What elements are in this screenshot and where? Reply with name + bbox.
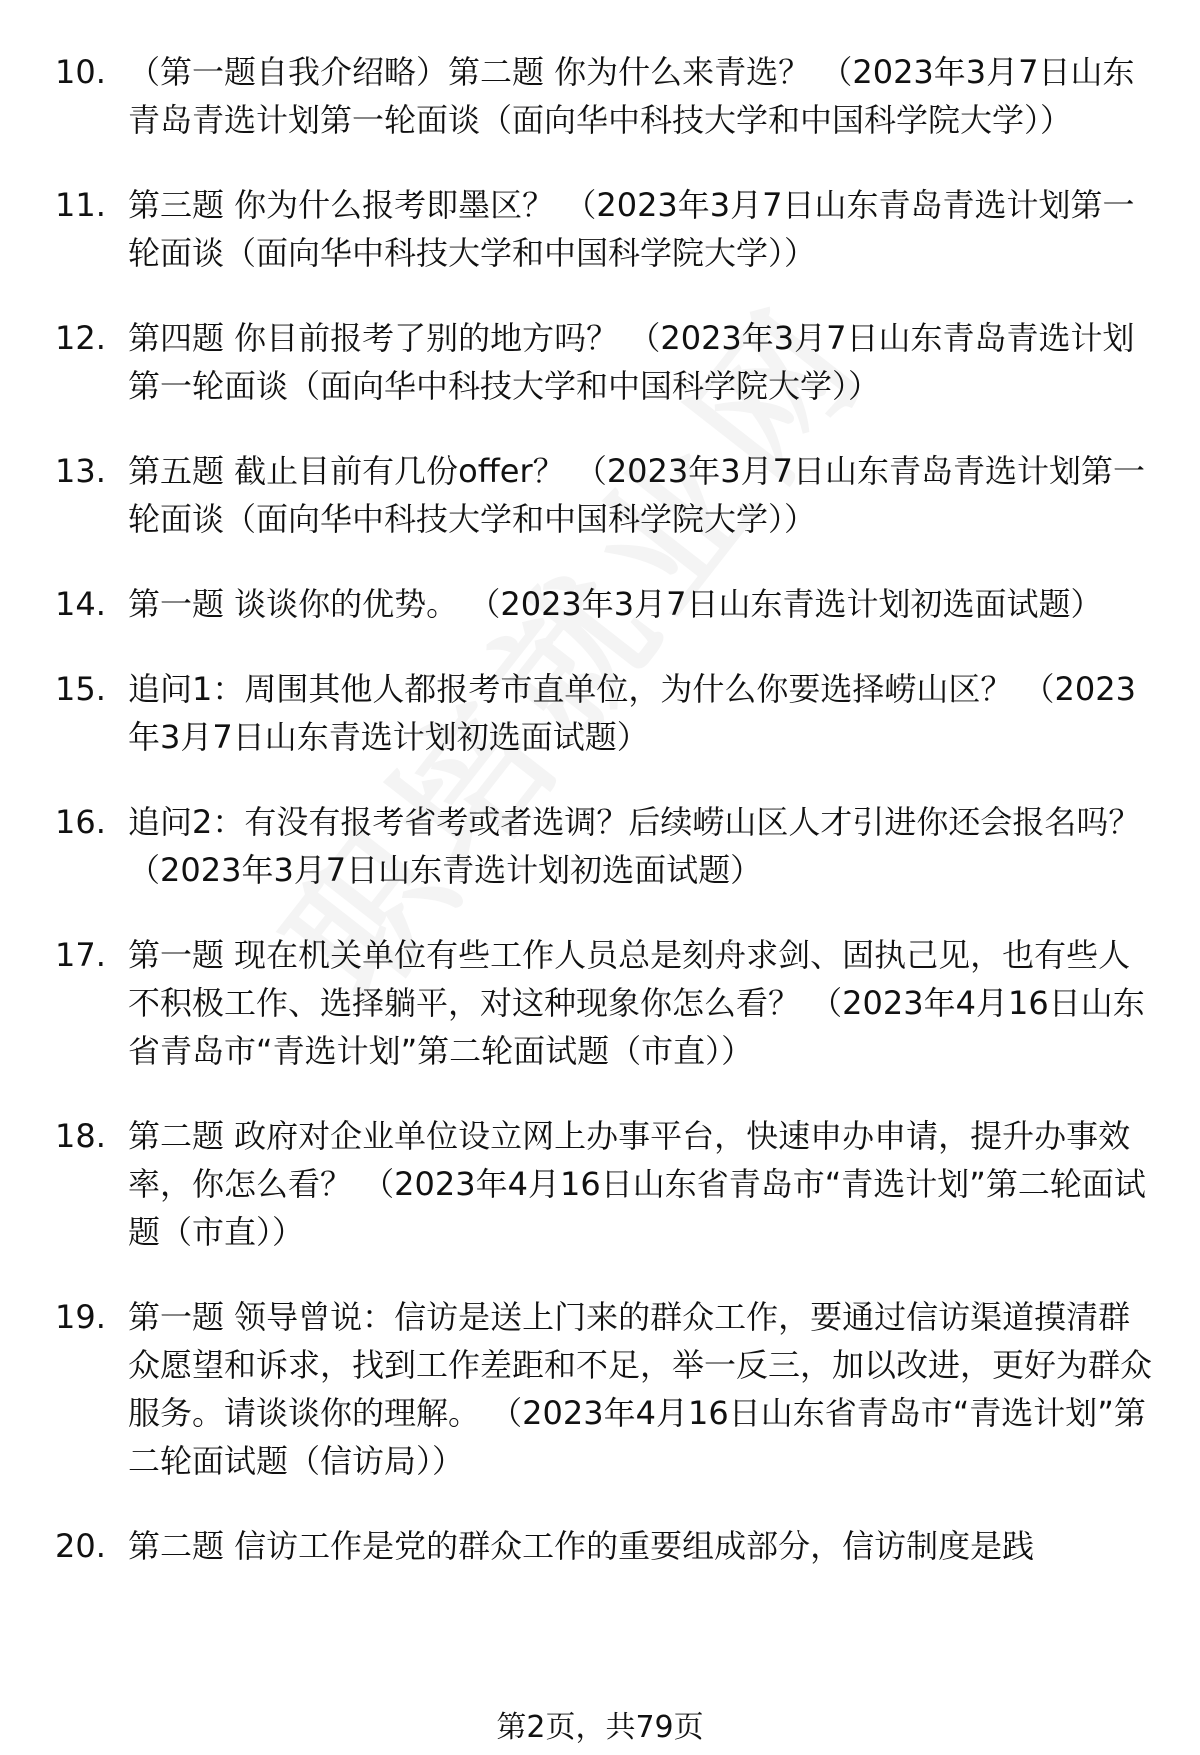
list-item — [0, 181, 1200, 277]
item-number: 20. — [55, 1527, 106, 1565]
question-list — [0, 48, 1200, 1607]
list-item — [0, 1112, 1200, 1256]
item-number: 19. — [55, 1298, 106, 1336]
item-text: （第一题自我介绍略）第二题 你为什么来青选？ （2023年3月7日山东青岛青选计划第一轮面谈（面向华中科技大学和中国科学院大学）） — [128, 53, 1135, 139]
list-item — [0, 931, 1200, 1075]
item-number: 11. — [55, 186, 106, 224]
item-number: 18. — [55, 1117, 106, 1155]
list-item — [0, 48, 1200, 144]
item-number: 15. — [55, 670, 106, 708]
item-text: 第一题 领导曾说：信访是送上门来的群众工作，要通过信访渠道摸清群众愿望和诉求，找到工作差距和不足，举一反三，加以改进，更好为群众服务。请谈谈你的理解。 （2023年4月16日山东省青岛市“青选计划”第二轮面试题（信访局）） — [128, 1298, 1153, 1480]
item-text: 第一题 现在机关单位有些工作人员总是刻舟求剑、固执己见，也有些人不积极工作、选择躺平，对这种现象你怎么看？ （2023年4月16日山东省青岛市“青选计划”第二轮面试题（市直）） — [128, 936, 1145, 1070]
page-footer: 第2页，共79页 — [496, 1710, 704, 1745]
list-item — [0, 1293, 1200, 1485]
item-number: 12. — [55, 319, 106, 357]
item-number: 16. — [55, 803, 106, 841]
item-number: 17. — [55, 936, 106, 974]
item-text: 第三题 你为什么报考即墨区？ （2023年3月7日山东青岛青选计划第一轮面谈（面向华中科技大学和中国科学院大学）） — [128, 186, 1135, 272]
list-item — [0, 447, 1200, 543]
list-item — [0, 1522, 1200, 1570]
list-item — [0, 580, 1200, 628]
item-text: 第四题 你目前报考了别的地方吗？ （2023年3月7日山东青岛青选计划第一轮面谈（面向华中科技大学和中国科学院大学）） — [128, 319, 1135, 405]
item-text: 追问2：有没有报考省考或者选调？后续崂山区人才引进你还会报名吗？ （2023年3月7日山东青选计划初选面试题） — [128, 803, 1141, 889]
list-item — [0, 665, 1200, 761]
list-item — [0, 798, 1200, 894]
item-text: 第二题 信访工作是党的群众工作的重要组成部分，信访制度是践 — [128, 1527, 1035, 1565]
item-text: 第二题 政府对企业单位设立网上办事平台，快速申办申请，提升办事效率，你怎么看？ （2023年4月16日山东省青岛市“青选计划”第二轮面试题（市直）） — [128, 1117, 1146, 1251]
item-text: 第一题 谈谈你的优势。 （2023年3月7日山东青选计划初选面试题） — [128, 585, 1103, 623]
item-number: 10. — [55, 53, 106, 91]
item-text: 第五题 截止目前有几份offer？ （2023年3月7日山东青岛青选计划第一轮面谈（面向华中科技大学和中国科学院大学）） — [128, 452, 1145, 538]
item-number: 14. — [55, 585, 106, 623]
item-number: 13. — [55, 452, 106, 490]
item-text: 追问1：周围其他人都报考市直单位，为什么你要选择崂山区？ （2023年3月7日山东青选计划初选面试题） — [128, 670, 1136, 756]
list-item — [0, 314, 1200, 410]
